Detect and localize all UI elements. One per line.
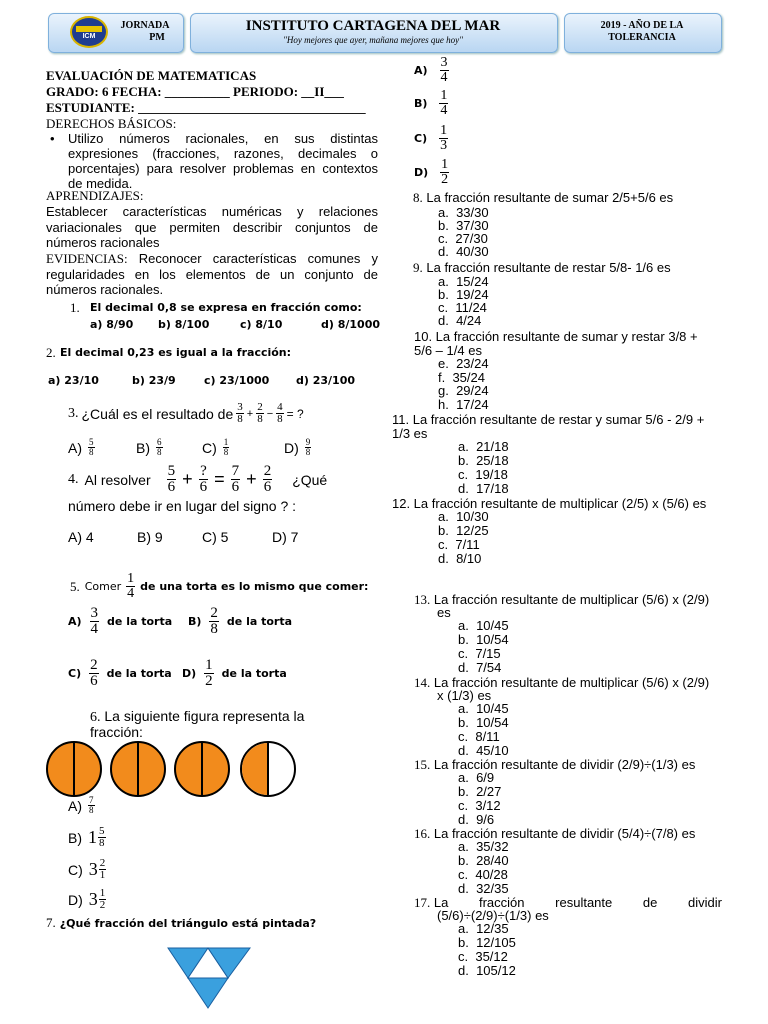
q7-opt-b-label: B) [414,97,428,110]
institute-name: INSTITUTO CARTAGENA DEL MAR [245,18,501,34]
q3-opt-c-den: 8 [223,447,229,457]
q6-opt-c-den: 1 [99,869,106,881]
q6-opt-a-num: 7 [89,795,94,805]
q5-opt-a-suffix: de la torta [107,615,173,628]
q3-op-2: − [266,407,274,420]
q6-opt-b-label: B) [68,829,82,846]
q5-frac-den: 4 [127,586,135,601]
q5-opt-d [182,658,287,689]
q3-frac-3 [276,402,284,425]
q7-opt-a-num: 3 [440,55,448,70]
q3-opt-b-label: B) [136,439,150,456]
q5-frac-num: 1 [127,571,135,586]
dba-text: Utilizo números racionales, en sus distintas expresiones (fracciones, razones, decimales o porcentajes) para resolver problemas en contextos de medida. [68,131,378,191]
q6-opt-b-den: 8 [99,837,105,849]
q13-num: 13. [414,592,431,607]
q5-opt-c-frac [89,658,99,689]
q6-circle-4-divider [267,743,269,795]
q3-opt-a-num: 5 [89,437,94,447]
q8-num: 8. [413,190,423,205]
q8-opt-b: b. 37/30 [438,218,489,233]
q10-opt-f: f. 35/24 [438,370,485,385]
q6-circle-3-divider [201,743,203,795]
q6-opt-a-label: A) [68,797,82,814]
q7-opt-c [414,124,448,153]
q11-opt-d: d. 17/18 [458,481,509,496]
q14-opt-c: c. 8/11 [458,729,500,744]
q2-opt-a: a) 23/10 [48,374,99,387]
q16-opt-c: c. 40/28 [458,867,508,882]
q16-opt-b: b. 28/40 [458,853,509,868]
q15-opt-d: d. 9/6 [458,812,495,827]
q6-circle-2 [110,741,166,797]
q1-num: 1. [70,300,80,315]
q14-num: 14. [414,675,431,690]
q16-opt-a: a. 35/32 [458,839,509,854]
dba-title: DERECHOS BÁSICOS: [46,116,177,131]
q6-text: La siguiente figura representa la [104,708,305,724]
school-logo [70,16,108,48]
q3-frac-3-num: 4 [277,401,283,413]
q3-text: ¿Cuál es el resultado de [81,405,234,422]
q8-text: La fracción resultante de sumar 2/5+5/6 es [426,190,674,205]
q7-opt-d-den: 2 [441,172,449,187]
year-line1: 2019 - AÑO DE LA [600,20,684,31]
q7-opt-d-num: 1 [441,157,449,172]
q9-text: La fracción resultante de restar 5/8- 1/6 es [426,260,671,275]
q6-opt-c-whole: 3 [88,859,98,879]
grade-line: GRADO: 6 FECHA: __________ PERIODO: __II___ [46,84,344,99]
q9-opt-a: a. 15/24 [438,274,489,289]
apr-title: APRENDIZAJES: [46,188,144,203]
q8-opt-d: d. 40/30 [438,244,489,259]
q1-opt-c: c) 8/10 [240,318,283,331]
q17-num: 17. [414,895,431,910]
q5-line [70,572,368,601]
q6-opt-d-label: D) [68,891,83,908]
q5-opt-d-den: 2 [205,673,213,689]
q6-opt-a-den: 8 [89,805,94,815]
q7-opt-d [414,158,449,187]
q17-w4: de [642,895,658,910]
q11-opt-b: b. 25/18 [458,453,509,468]
q5-opt-c-num: 2 [90,657,98,673]
q6-opt-c-frac [99,858,107,881]
q3-opt-b-frac [156,438,163,457]
q10-opt-g: g. 29/24 [438,383,489,398]
jornada-line2: PM [149,32,165,43]
q6-opt-b-num: 5 [99,825,105,837]
q5-opt-b-num: 2 [210,605,218,621]
q4-frac-3 [231,464,241,495]
q4-frac-4 [263,464,273,495]
q17-w3: resultante [555,895,613,910]
q5-opt-b-den: 8 [210,621,218,637]
q5-opt-a [68,606,172,637]
q3-frac-1 [236,402,244,425]
q4-frac-1-num: 5 [167,463,176,479]
q4-text3: número debe ir en lugar del signo ? : [68,498,297,514]
q3-opt-a [68,438,95,457]
q11-opt-c: c. 19/18 [458,467,508,482]
q1-opt-d: d) 8/1000 [321,318,381,331]
evi-title: EVIDENCIAS: [46,251,128,266]
q7-num: 7. [46,915,56,930]
q9-opt-b: b. 19/24 [438,287,489,302]
q13-text2: es [437,605,451,620]
q4-frac-3-num: 7 [231,463,240,479]
q7-tri-bottom [188,978,228,1008]
q4-op-1: + [182,469,193,489]
q7-opt-c-label: C) [414,132,428,145]
q7-opt-c-frac [439,124,448,153]
q10-opt-e: e. 23/24 [438,356,489,371]
q7-opt-b-frac [439,89,448,118]
q9-num: 9. [413,260,423,275]
q5-opt-a-label: A) [68,615,82,628]
q5-opt-d-suffix: de la torta [221,667,287,680]
q3-opt-d-label: D) [284,439,299,456]
q3-frac-2-den: 8 [257,413,263,425]
q3-opt-a-den: 8 [89,447,94,457]
q2-num: 2. [46,345,56,360]
q6-opt-d [68,888,106,911]
q13-question [414,592,709,608]
q9-opt-d: d. 4/24 [438,313,482,328]
q3-line [68,402,304,425]
evi-block [46,251,378,298]
q7-opt-b [414,89,448,118]
q5-opt-b-suffix: de la torta [226,615,293,628]
q5-opt-c-suffix: de la torta [106,667,172,680]
q4-frac-4-den: 6 [263,479,272,495]
q17-opt-a: a. 12/35 [458,921,509,936]
q2-opt-c: c) 23/1000 [204,374,270,387]
q6-circle-2-divider [137,743,139,795]
q6-opt-d-den: 2 [99,899,106,911]
q3-opt-d-frac [305,438,312,457]
q16-question [414,826,695,842]
jornada-label [112,20,178,44]
q1-opt-b: b) 8/100 [158,318,210,331]
q12-opt-a: a. 10/30 [438,509,489,524]
q6-opt-a [68,796,95,815]
year-label [564,20,720,44]
logo-stripe [76,26,102,32]
q11-text2: 1/3 es [392,426,428,441]
q14-opt-d: d. 45/10 [458,743,509,758]
q15-num: 15. [414,757,431,772]
q4-text2: ¿Qué [292,471,328,488]
q3-op-1: + [246,407,254,420]
q9-opt-c: c. 11/24 [438,300,487,315]
q4-opt-c: C) 5 [202,529,229,545]
q6-circle-3 [174,741,230,797]
q7-opt-a-frac [440,56,449,85]
q11-text: 11. La fracción resultante de restar y sumar 5/6 - 2/9 + [392,412,705,427]
q2-opt-b: b) 23/9 [132,374,176,387]
q3-op-3: = ? [286,406,304,421]
q17-w1: La [433,895,449,910]
q6-opt-c-num: 2 [99,857,106,869]
q5-opt-c [68,658,172,689]
q4-opt-d: D) 7 [272,529,299,545]
q15-opt-c: c. 3/12 [458,798,501,813]
q12-opt-d: d. 8/10 [438,551,482,566]
q2-text: El decimal 0,23 es igual a la fracción: [60,346,292,359]
q7-opt-a-label: A) [414,64,428,77]
q6-circle-4-fill [242,743,268,795]
q15-opt-b: b. 2/27 [458,784,502,799]
q7-opt-b-num: 1 [440,88,448,103]
q8-opt-c: c. 27/30 [438,231,488,246]
q6-circle-4 [240,741,296,797]
q3-frac-3-den: 8 [277,413,283,425]
q14-text2: x (1/3) es [437,688,492,703]
institute-motto: "Hoy mejores que ayer, mañana mejores que hoy" [283,35,463,45]
q12-opt-b: b. 12/25 [438,523,489,538]
q5-opt-a-frac [90,606,100,637]
exam-title: EVALUACIÓN DE MATEMATICAS [46,68,257,83]
q4-opt-b: B) 9 [137,529,163,545]
q7-opt-b-den: 4 [440,103,448,118]
q5-opt-b [188,606,292,637]
q8-question [413,190,673,206]
q4-text: Al resolver [84,471,151,488]
q5-opt-b-frac [209,606,219,637]
q5-post: de una torta es lo mismo que comer: [140,580,369,593]
q15-text: La fracción resultante de dividir (2/9)÷(1/3) es [433,757,696,772]
q5-opt-d-num: 1 [205,657,213,673]
q3-opt-a-label: A) [68,439,82,456]
q7-opt-c-den: 3 [440,138,448,153]
q6-circle-1-divider [73,743,75,795]
q3-opt-b-num: 6 [157,437,162,447]
q14-opt-b: b. 10/54 [458,715,509,730]
q4-num: 4. [68,471,79,487]
q14-opt-a: a. 10/45 [458,701,509,716]
q1-opt-a: a) 8/90 [90,318,134,331]
q15-question [414,757,695,773]
q6-opt-c-label: C) [68,861,83,878]
q3-num: 3. [68,405,79,421]
q12-opt-c: c. 7/11 [438,537,480,552]
q4-frac-2-num: ? [200,463,207,479]
q14-text: La fracción resultante de multiplicar (5/6) x (2/9) [433,675,710,690]
q5-num: 5. [70,578,80,594]
q3-opt-b-den: 8 [157,447,162,457]
q6-opt-b [68,826,106,849]
q3-frac-1-num: 3 [237,401,243,413]
q3-frac-2 [256,402,264,425]
q6-opt-a-frac [88,796,95,815]
q4-opt-a: A) 4 [68,529,94,545]
q7-opt-a [414,56,449,85]
q3-frac-1-den: 8 [237,413,243,425]
q13-opt-a: a. 10/45 [458,618,509,633]
q5-opt-d-label: D) [182,667,197,680]
q5-opt-a-den: 4 [90,621,99,637]
q5-frac [126,572,135,601]
q13-opt-c: c. 7/15 [458,646,501,661]
evi-text: Reconocer características comunes y regularidades en los elementos de un conjunto de números racionales. [46,251,378,297]
q5-opt-b-label: B) [188,615,202,628]
q6-opt-d-whole: 3 [88,889,98,909]
year-line2: TOLERANCIA [608,32,676,43]
q10-text2: 5/6 – 1/4 es [414,343,482,358]
q6-num: 6. [90,710,101,725]
q6-opt-b-whole: 1 [88,827,97,847]
q7-line [46,915,316,931]
q17-opt-b: b. 12/105 [458,935,516,950]
q3-opt-c-num: 1 [223,437,229,447]
q16-num: 16. [414,826,431,841]
q8-opt-a: a. 33/30 [438,205,489,220]
q3-opt-c [202,438,229,457]
q12-text: 12. La fracción resultante de multiplicar (2/5) x (5/6) es [392,496,707,511]
q5-opt-d-frac [204,658,214,689]
q3-opt-d-den: 8 [305,447,311,457]
dba-bullet: • [50,131,55,146]
q4-op-3: + [246,469,257,489]
q3-opt-a-frac [88,438,95,457]
q7-opt-c-num: 1 [440,123,448,138]
q17-text2: (5/6)÷(2/9)÷(1/3) es [437,908,549,923]
jornada-line1: JORNADA [120,20,170,31]
q4-frac-2 [199,464,209,495]
q3-opt-d [284,438,311,457]
q7-triangle-figure [166,946,252,1010]
logo-text: ICM [82,33,96,40]
q5-opt-c-den: 6 [90,673,98,689]
q7-opt-d-label: D) [414,166,429,179]
q4-frac-2-den: 6 [199,479,208,495]
q4-frac-1-den: 6 [167,479,176,495]
q3-frac-2-num: 2 [257,401,263,413]
q3-opt-d-num: 9 [305,437,311,447]
q7-opt-a-den: 4 [440,70,448,85]
q6-text2: fracción: [90,724,143,740]
q11-opt-a: a. 21/18 [458,439,509,454]
q17-opt-c: c. 35/12 [458,949,508,964]
q17-w2: fracción [478,895,525,910]
q16-opt-d: d. 32/35 [458,881,509,896]
q2-opt-d: d) 23/100 [296,374,356,387]
q17-w5: dividir [688,895,722,910]
q6-opt-d-frac [99,888,107,911]
q17-opt-d: d. 105/12 [458,963,516,978]
q10-text: 10. La fracción resultante de sumar y restar 3/8 + [414,329,698,344]
q5-pre: Comer [84,580,122,593]
q4-frac-4-num: 2 [263,463,272,479]
q13-text: La fracción resultante de multiplicar (5/6) x (2/9) [433,592,710,607]
q4-line [68,464,327,495]
q3-opt-c-frac [223,438,230,457]
q13-opt-b: b. 10/54 [458,632,509,647]
q6-opt-b-frac [98,826,106,849]
q10-opt-h: h. 17/24 [438,397,489,412]
q5-opt-a-num: 3 [90,605,99,621]
q6-opt-d-num: 1 [99,887,106,899]
q6-circle-1 [46,741,102,797]
q4-op-2: = [214,469,225,489]
q3-opt-c-label: C) [202,439,217,456]
q16-text: La fracción resultante de dividir (5/4)÷(7/8) es [433,826,696,841]
q1-text: El decimal 0,8 se expresa en fracción como: [90,301,362,314]
apr-text: Establecer características numéricas y relaciones variacionales que permiten describir conjuntos de números racionales [46,204,378,250]
q4-frac-3-den: 6 [231,479,240,495]
q7-opt-d-frac [440,158,449,187]
q5-opt-c-label: C) [68,667,82,680]
q15-opt-a: a. 6/9 [458,770,495,785]
q13-opt-d: d. 7/54 [458,660,502,675]
q3-opt-b [136,438,163,457]
q4-frac-1 [167,464,177,495]
q7-text: ¿Qué fracción del triángulo está pintada? [59,916,317,930]
q6-opt-c [68,858,106,881]
student-line: ESTUDIANTE: ___________________________________ [46,100,366,115]
